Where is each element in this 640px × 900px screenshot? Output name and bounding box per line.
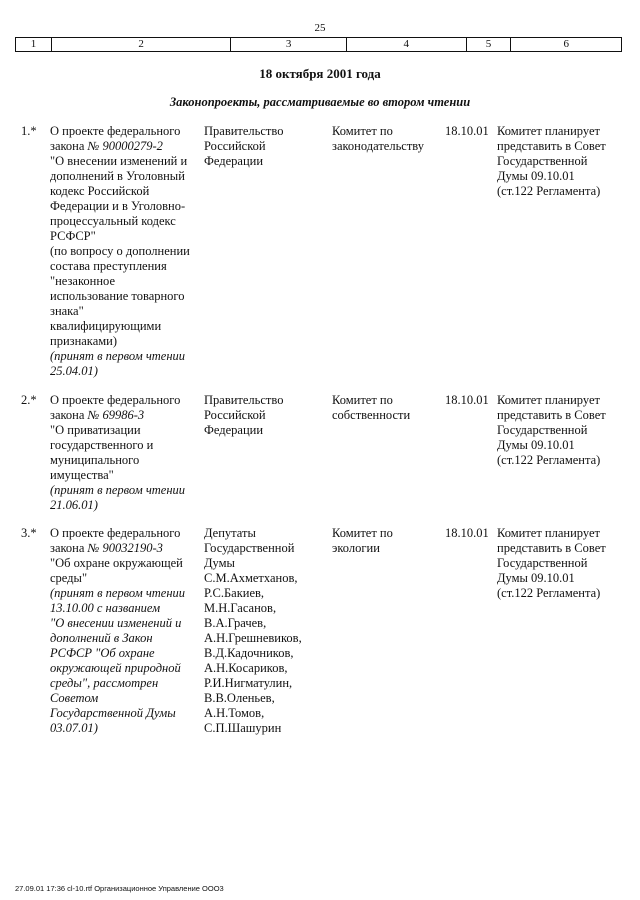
author-line: Депутаты [204,526,256,540]
project-line: состава преступления [50,259,167,273]
project-line: кодекс Российской [50,184,150,198]
column-number: 6 [563,38,569,50]
project-line: среды" [50,571,88,585]
project-line: О проекте федерального [50,393,181,407]
committee-line: законодательству [332,139,425,153]
author-line: Российской [204,139,266,153]
first-reading-note: окружающей природной [50,661,181,675]
bill-number: № 90032190-3 [87,541,163,555]
project-line: "незаконное [50,274,115,288]
bill-number: № 90000279-2 [87,139,163,153]
committee-line: Комитет по [332,393,393,407]
project-line: государственного и [50,438,154,452]
section-heading: Законопроекты, рассматриваемые во втором чтении [169,95,471,109]
first-reading-note: 25.04.01) [50,364,98,378]
date-heading: 18 октября 2001 года [259,66,381,81]
first-reading-note: дополнений в Закон [50,631,153,645]
first-reading-note: (принят в первом чтении [50,483,186,497]
note-line: Думы 09.10.01 [497,169,575,183]
project-title [50,124,202,379]
column-number: 1 [16,38,52,51]
project-title [50,526,202,736]
project-line: РСФСР" [50,229,96,243]
author [204,393,328,438]
author-line: В.Д.Кадочников, [204,646,294,660]
project-line: Федерации и в Уголовно- [50,199,186,213]
first-reading-note: РСФСР "Об охране [50,646,155,660]
committee [332,393,440,423]
author [204,526,328,736]
author [204,124,328,169]
author-line: Думы [204,556,235,570]
column-number: 2 [52,38,231,51]
author-line: Правительство [204,124,284,138]
note-line: (ст.122 Регламента) [497,586,601,600]
project-line: О проекте федерального [50,124,181,138]
author-line: Российской [204,408,266,422]
note-line: Государственной [497,154,588,168]
author-line: М.Н.Гасанов, [204,601,277,615]
project-line: муниципального [50,453,140,467]
project-line: закона № 90000279-2 [50,139,163,153]
note-line: представить в Совет [497,139,606,153]
first-reading-note: (принят в первом чтении [50,349,186,363]
first-reading-note: (принят в первом чтении [50,586,186,600]
first-reading-note: 03.07.01) [50,721,98,735]
entry-date: 18.10.01 [445,124,489,138]
first-reading-note: Государственной Думы [50,706,176,720]
note-line: Комитет планирует [497,526,600,540]
project-line: использование товарного [50,289,185,303]
committee-note [497,393,617,468]
project-line: "О внесении изменений и [50,154,188,168]
author-line: А.Н.Косариков, [204,661,288,675]
project-line: признаками) [50,334,117,348]
project-line: дополнений в Уголовный [50,169,185,183]
committee [332,526,440,556]
note-line: (ст.122 Регламента) [497,453,601,467]
entry-date: 18.10.01 [445,393,489,407]
note-line: Государственной [497,556,588,570]
project-title [50,393,202,513]
entry-date: 18.10.01 [445,526,489,540]
author-line: Федерации [204,423,264,437]
author-line: В.В.Оленьев, [204,691,275,705]
committee-line: Комитет по [332,526,393,540]
note-line: Комитет планирует [497,393,600,407]
column-number-header [15,37,622,52]
author-line: С.М.Ахметханов, [204,571,298,585]
note-line: Комитет планирует [497,124,600,138]
first-reading-note: Советом [50,691,99,705]
author-line: Государственной [204,541,295,555]
first-reading-note: среды", рассмотрен [50,676,159,690]
footer-print-info: 27.09.01 17:36 cl-10.rtf Организационное Управление ООО3 [15,884,224,893]
project-line: процессуальный кодекс [50,214,176,228]
project-line: О проекте федерального [50,526,181,540]
note-line: Думы 09.10.01 [497,571,575,585]
committee-note [497,526,617,601]
project-line: (по вопросу о дополнении [50,244,190,258]
project-line: знака" [50,304,84,318]
column-number: 4 [347,38,467,51]
project-line: закона № 90032190-3 [50,541,163,555]
column-number: 3 [231,38,347,51]
entry-number: 3.* [21,526,37,540]
author-line: А.Н.Томов, [204,706,265,720]
author-line: С.П.Шашурин [204,721,282,735]
committee-note [497,124,617,199]
first-reading-note: "О внесении изменений и [50,616,182,630]
author-line: Р.С.Бакиев, [204,586,265,600]
project-line: "Об охране окружающей [50,556,183,570]
page-number: 25 [314,22,326,34]
first-reading-note: 21.06.01) [50,498,98,512]
note-line: представить в Совет [497,408,606,422]
project-line: "О приватизации [50,423,141,437]
author-line: А.Н.Грешневиков, [204,631,302,645]
note-line: представить в Совет [497,541,606,555]
committee-line: экологии [332,541,380,555]
note-line: Государственной [497,423,588,437]
author-line: Р.И.Нигматулин, [204,676,293,690]
author-line: В.А.Грачев, [204,616,267,630]
note-line: (ст.122 Регламента) [497,184,601,198]
committee-line: собственности [332,408,411,422]
note-line: Думы 09.10.01 [497,438,575,452]
entry-number: 2.* [21,393,37,407]
project-line: квалифицирующими [50,319,162,333]
first-reading-note: 13.10.00 с названием [50,601,161,615]
author-line: Федерации [204,154,264,168]
author-line: Правительство [204,393,284,407]
project-line: закона № 69986-3 [50,408,145,422]
entry-number: 1.* [21,124,37,138]
column-number: 5 [467,38,512,51]
committee [332,124,440,154]
committee-line: Комитет по [332,124,393,138]
project-line: имущества" [50,468,114,482]
bill-number: № 69986-3 [87,408,145,422]
